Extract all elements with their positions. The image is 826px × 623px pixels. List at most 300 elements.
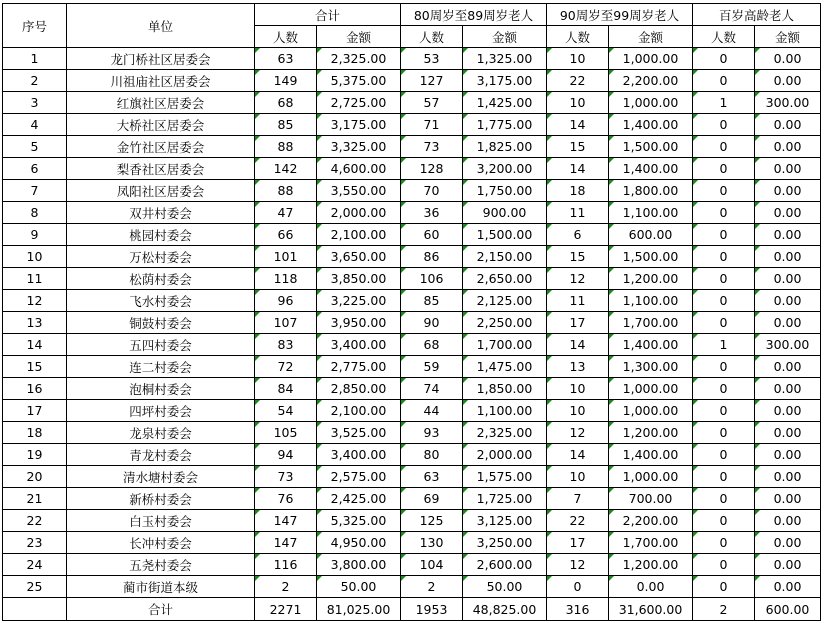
- total-amount-cell[interactable]: 2,100.00: [317, 224, 401, 246]
- seq-cell[interactable]: 2: [3, 70, 67, 92]
- total-count-cell[interactable]: 147: [255, 510, 317, 532]
- seq-cell[interactable]: 7: [3, 180, 67, 202]
- age100-amount-cell[interactable]: 0.00: [755, 356, 821, 378]
- age80-count-cell[interactable]: 60: [401, 224, 463, 246]
- age80-amount-cell[interactable]: 2,250.00: [463, 312, 547, 334]
- total-count-cell[interactable]: 54: [255, 400, 317, 422]
- age80-count-cell[interactable]: 125: [401, 510, 463, 532]
- age100-count-cell[interactable]: 0: [693, 114, 755, 136]
- age80-amount-cell[interactable]: 2,325.00: [463, 422, 547, 444]
- unit-cell[interactable]: 五尧村委会: [67, 554, 255, 576]
- total-seq-cell[interactable]: [3, 598, 67, 621]
- age90-count-cell[interactable]: 14: [547, 114, 609, 136]
- age100-count-cell[interactable]: 0: [693, 510, 755, 532]
- age90-count-cell[interactable]: 12: [547, 268, 609, 290]
- age100-count-cell[interactable]: 0: [693, 488, 755, 510]
- age80-amount-cell[interactable]: 1,425.00: [463, 92, 547, 114]
- seq-cell[interactable]: 23: [3, 532, 67, 554]
- age100-amount-cell[interactable]: 0.00: [755, 246, 821, 268]
- age100-amount-cell[interactable]: 0.00: [755, 312, 821, 334]
- age100-count-cell[interactable]: 1: [693, 334, 755, 356]
- total-amount-cell[interactable]: 3,400.00: [317, 334, 401, 356]
- header-count[interactable]: 人数: [401, 26, 463, 48]
- age80-amount-cell[interactable]: 1,825.00: [463, 136, 547, 158]
- total-amount-cell[interactable]: 4,600.00: [317, 158, 401, 180]
- header-group-total[interactable]: 合计: [255, 4, 401, 26]
- age90-amount-cell[interactable]: 1,700.00: [609, 532, 693, 554]
- table-row: [3, 356, 821, 378]
- age100-count-cell[interactable]: 0: [693, 268, 755, 290]
- total-amount-cell[interactable]: 3,325.00: [317, 136, 401, 158]
- age90-count-cell[interactable]: 6: [547, 224, 609, 246]
- age80-amount-cell[interactable]: 1,775.00: [463, 114, 547, 136]
- age90-amount-cell[interactable]: 1,100.00: [609, 202, 693, 224]
- age100-count-cell[interactable]: 0: [693, 202, 755, 224]
- total-count-cell[interactable]: 72: [255, 356, 317, 378]
- unit-cell[interactable]: 桃园村委会: [67, 224, 255, 246]
- total-amount-cell[interactable]: 2,000.00: [317, 202, 401, 224]
- seq-cell[interactable]: 21: [3, 488, 67, 510]
- table-row: [3, 488, 821, 510]
- seq-cell[interactable]: 13: [3, 312, 67, 334]
- age100-amount-cell[interactable]: 0.00: [755, 554, 821, 576]
- age80-count-cell[interactable]: 74: [401, 378, 463, 400]
- header-amount[interactable]: 金额: [463, 26, 547, 48]
- age100-count-cell[interactable]: 0: [693, 378, 755, 400]
- total-count-cell[interactable]: 96: [255, 290, 317, 312]
- header-amount[interactable]: 金额: [755, 26, 821, 48]
- age90-amount-cell[interactable]: 1,400.00: [609, 114, 693, 136]
- age90-amount-cell[interactable]: 600.00: [609, 224, 693, 246]
- total-amount-cell[interactable]: 2,100.00: [317, 400, 401, 422]
- total-count-cell[interactable]: 83: [255, 334, 317, 356]
- unit-cell[interactable]: 梨香社区居委会: [67, 158, 255, 180]
- age100-amount-cell[interactable]: 0.00: [755, 158, 821, 180]
- age90-amount-cell[interactable]: 1,000.00: [609, 400, 693, 422]
- total-amount-cell[interactable]: 3,800.00: [317, 554, 401, 576]
- age100-amount-cell[interactable]: 0.00: [755, 466, 821, 488]
- table-row: [3, 180, 821, 202]
- total-count-cell[interactable]: 68: [255, 92, 317, 114]
- age100-amount-cell[interactable]: 0.00: [755, 576, 821, 598]
- age90-amount-cell[interactable]: 1,200.00: [609, 268, 693, 290]
- age90-amount-cell[interactable]: 1,100.00: [609, 290, 693, 312]
- total-amount-cell[interactable]: 2,325.00: [317, 48, 401, 70]
- total-amount-cell[interactable]: 3,850.00: [317, 268, 401, 290]
- age90-count-cell[interactable]: 14: [547, 158, 609, 180]
- age90-count-cell[interactable]: 12: [547, 422, 609, 444]
- age90-count-cell[interactable]: 10: [547, 48, 609, 70]
- table-row: [3, 532, 821, 554]
- seq-cell[interactable]: 1: [3, 48, 67, 70]
- total-count-cell[interactable]: 2: [255, 576, 317, 598]
- unit-cell[interactable]: 五四村委会: [67, 334, 255, 356]
- age90-count-cell[interactable]: 10: [547, 92, 609, 114]
- table-row: [3, 510, 821, 532]
- total-count-cell[interactable]: 147: [255, 532, 317, 554]
- table-row: [3, 136, 821, 158]
- age80-amount-cell[interactable]: 1,100.00: [463, 400, 547, 422]
- seq-cell[interactable]: 15: [3, 356, 67, 378]
- seq-cell[interactable]: 4: [3, 114, 67, 136]
- age90-amount-cell[interactable]: 1,700.00: [609, 312, 693, 334]
- age90-count-cell[interactable]: 22: [547, 510, 609, 532]
- age100-count-cell[interactable]: 0: [693, 466, 755, 488]
- age100-count-cell[interactable]: 0: [693, 554, 755, 576]
- age80-amount-cell[interactable]: 2,125.00: [463, 290, 547, 312]
- age100-amount-cell[interactable]: 0.00: [755, 510, 821, 532]
- age90-amount-cell[interactable]: 1,500.00: [609, 246, 693, 268]
- age100-amount-cell[interactable]: 0.00: [755, 202, 821, 224]
- seq-cell[interactable]: 12: [3, 290, 67, 312]
- age90-count-cell[interactable]: 14: [547, 334, 609, 356]
- unit-cell[interactable]: 四坪村委会: [67, 400, 255, 422]
- age80-amount-cell[interactable]: 3,125.00: [463, 510, 547, 532]
- total-amount-cell[interactable]: 5,375.00: [317, 70, 401, 92]
- age90-count-cell[interactable]: 14: [547, 444, 609, 466]
- age80-count-cell[interactable]: 63: [401, 466, 463, 488]
- age80-amount-cell[interactable]: 1,325.00: [463, 48, 547, 70]
- age80-count-cell[interactable]: 85: [401, 290, 463, 312]
- age100-count-cell[interactable]: 0: [693, 400, 755, 422]
- age90-count-cell[interactable]: 10: [547, 378, 609, 400]
- age100-amount-cell[interactable]: 0.00: [755, 70, 821, 92]
- table-row: [3, 400, 821, 422]
- table-row: [3, 312, 821, 334]
- age90-count-cell[interactable]: 15: [547, 246, 609, 268]
- age100-count-cell[interactable]: 0: [693, 158, 755, 180]
- seq-cell[interactable]: 6: [3, 158, 67, 180]
- seq-cell[interactable]: 16: [3, 378, 67, 400]
- age80-amount-cell[interactable]: 50.00: [463, 576, 547, 598]
- age80-count-cell[interactable]: 69: [401, 488, 463, 510]
- total-amount-cell[interactable]: 3,525.00: [317, 422, 401, 444]
- unit-cell[interactable]: 红旗社区居委会: [67, 92, 255, 114]
- age90-count-cell[interactable]: 10: [547, 400, 609, 422]
- total-amount-cell[interactable]: 2,575.00: [317, 466, 401, 488]
- total-count-cell[interactable]: 105: [255, 422, 317, 444]
- unit-cell[interactable]: 金竹社区居委会: [67, 136, 255, 158]
- total-label[interactable]: 合计: [67, 598, 255, 621]
- age100-count-cell[interactable]: 0: [693, 70, 755, 92]
- total-amount-cell[interactable]: 3,225.00: [317, 290, 401, 312]
- seq-cell[interactable]: 3: [3, 92, 67, 114]
- age90-amount-cell[interactable]: 2,200.00: [609, 510, 693, 532]
- unit-cell[interactable]: 龙门桥社区居委会: [67, 48, 255, 70]
- seq-cell[interactable]: 24: [3, 554, 67, 576]
- total-count-cell[interactable]: 76: [255, 488, 317, 510]
- unit-cell[interactable]: 双井村委会: [67, 202, 255, 224]
- age80-count-cell[interactable]: 59: [401, 356, 463, 378]
- table-row: [3, 576, 821, 598]
- age80-amount-cell[interactable]: 3,200.00: [463, 158, 547, 180]
- age100-count-cell[interactable]: 0: [693, 136, 755, 158]
- table-row: [3, 202, 821, 224]
- age80-count-cell[interactable]: 127: [401, 70, 463, 92]
- age80-count-cell[interactable]: 130: [401, 532, 463, 554]
- age100-sum-count[interactable]: 2: [693, 598, 755, 621]
- age90-count-cell[interactable]: 15: [547, 136, 609, 158]
- seq-cell[interactable]: 25: [3, 576, 67, 598]
- total-amount-cell[interactable]: 3,950.00: [317, 312, 401, 334]
- table-row: [3, 290, 821, 312]
- header-count[interactable]: 人数: [255, 26, 317, 48]
- age90-amount-cell[interactable]: 1,400.00: [609, 444, 693, 466]
- age100-count-cell[interactable]: 0: [693, 312, 755, 334]
- total-count-cell[interactable]: 63: [255, 48, 317, 70]
- unit-cell[interactable]: 飞水村委会: [67, 290, 255, 312]
- age80-count-cell[interactable]: 44: [401, 400, 463, 422]
- table-row: [3, 334, 821, 356]
- age100-count-cell[interactable]: 1: [693, 92, 755, 114]
- age90-sum-amount[interactable]: 31,600.00: [609, 598, 693, 621]
- total-count-cell[interactable]: 101: [255, 246, 317, 268]
- age100-amount-cell[interactable]: 0.00: [755, 48, 821, 70]
- unit-cell[interactable]: 长冲村委会: [67, 532, 255, 554]
- age100-amount-cell[interactable]: 0.00: [755, 488, 821, 510]
- age80-sum-amount[interactable]: 48,825.00: [463, 598, 547, 621]
- total-amount-cell[interactable]: 3,650.00: [317, 246, 401, 268]
- age80-amount-cell[interactable]: 1,750.00: [463, 180, 547, 202]
- unit-cell[interactable]: 白玉村委会: [67, 510, 255, 532]
- table-row: [3, 48, 821, 70]
- total-count-cell[interactable]: 116: [255, 554, 317, 576]
- table-row: [3, 378, 821, 400]
- age90-count-cell[interactable]: 0: [547, 576, 609, 598]
- unit-cell[interactable]: 铜鼓村委会: [67, 312, 255, 334]
- seq-cell[interactable]: 22: [3, 510, 67, 532]
- seq-cell[interactable]: 19: [3, 444, 67, 466]
- header-group-90s[interactable]: 90周岁至99周岁老人: [547, 4, 693, 26]
- seq-cell[interactable]: 11: [3, 268, 67, 290]
- age80-amount-cell[interactable]: 3,175.00: [463, 70, 547, 92]
- total-count-cell[interactable]: 66: [255, 224, 317, 246]
- age90-count-cell[interactable]: 13: [547, 356, 609, 378]
- table-row: [3, 224, 821, 246]
- age90-amount-cell[interactable]: 1,000.00: [609, 466, 693, 488]
- age90-count-cell[interactable]: 11: [547, 202, 609, 224]
- total-sum-amount[interactable]: 81,025.00: [317, 598, 401, 621]
- age80-count-cell[interactable]: 70: [401, 180, 463, 202]
- header-group-100[interactable]: 百岁高龄老人: [693, 4, 821, 26]
- age100-amount-cell[interactable]: 0.00: [755, 268, 821, 290]
- age100-count-cell[interactable]: 0: [693, 576, 755, 598]
- age100-count-cell[interactable]: 0: [693, 224, 755, 246]
- unit-cell[interactable]: 松荫村委会: [67, 268, 255, 290]
- age90-amount-cell[interactable]: 1,400.00: [609, 158, 693, 180]
- table-row: [3, 158, 821, 180]
- data-table: [2, 3, 821, 621]
- age80-count-cell[interactable]: 53: [401, 48, 463, 70]
- age90-amount-cell[interactable]: 1,200.00: [609, 422, 693, 444]
- table-row: [3, 466, 821, 488]
- total-count-cell[interactable]: 94: [255, 444, 317, 466]
- age80-count-cell[interactable]: 80: [401, 444, 463, 466]
- age90-amount-cell[interactable]: 1,400.00: [609, 334, 693, 356]
- age80-amount-cell[interactable]: 1,850.00: [463, 378, 547, 400]
- age100-amount-cell[interactable]: 0.00: [755, 400, 821, 422]
- age90-sum-count[interactable]: 316: [547, 598, 609, 621]
- age90-count-cell[interactable]: 7: [547, 488, 609, 510]
- age100-sum-amount[interactable]: 600.00: [755, 598, 821, 621]
- age80-amount-cell[interactable]: 1,575.00: [463, 466, 547, 488]
- unit-cell[interactable]: 泡桐村委会: [67, 378, 255, 400]
- seq-cell[interactable]: 10: [3, 246, 67, 268]
- unit-cell[interactable]: 青龙村委会: [67, 444, 255, 466]
- age100-count-cell[interactable]: 0: [693, 444, 755, 466]
- header-unit[interactable]: 单位: [67, 4, 255, 48]
- age90-count-cell[interactable]: 17: [547, 312, 609, 334]
- age80-amount-cell[interactable]: 2,650.00: [463, 268, 547, 290]
- total-amount-cell[interactable]: 3,400.00: [317, 444, 401, 466]
- age80-amount-cell[interactable]: 1,500.00: [463, 224, 547, 246]
- table-row: [3, 444, 821, 466]
- age90-amount-cell[interactable]: 1,300.00: [609, 356, 693, 378]
- age80-amount-cell[interactable]: 2,000.00: [463, 444, 547, 466]
- age100-amount-cell[interactable]: 0.00: [755, 378, 821, 400]
- age100-amount-cell[interactable]: 0.00: [755, 136, 821, 158]
- age90-amount-cell[interactable]: 1,800.00: [609, 180, 693, 202]
- age80-sum-count[interactable]: 1953: [401, 598, 463, 621]
- seq-cell[interactable]: 9: [3, 224, 67, 246]
- table-row: [3, 114, 821, 136]
- total-count-cell[interactable]: 142: [255, 158, 317, 180]
- age80-count-cell[interactable]: 90: [401, 312, 463, 334]
- age90-count-cell[interactable]: 12: [547, 554, 609, 576]
- header-amount[interactable]: 金额: [609, 26, 693, 48]
- header-amount[interactable]: 金额: [317, 26, 401, 48]
- age90-amount-cell[interactable]: 700.00: [609, 488, 693, 510]
- age100-amount-cell[interactable]: 0.00: [755, 114, 821, 136]
- total-count-cell[interactable]: 85: [255, 114, 317, 136]
- age100-amount-cell[interactable]: 300.00: [755, 334, 821, 356]
- table-row: [3, 70, 821, 92]
- age100-amount-cell[interactable]: 0.00: [755, 532, 821, 554]
- table-row: [3, 246, 821, 268]
- age80-amount-cell[interactable]: 2,150.00: [463, 246, 547, 268]
- header-group-80s[interactable]: 80周岁至89周岁老人: [401, 4, 547, 26]
- age80-count-cell[interactable]: 36: [401, 202, 463, 224]
- age80-amount-cell[interactable]: 2,600.00: [463, 554, 547, 576]
- total-count-cell[interactable]: 73: [255, 466, 317, 488]
- age100-count-cell[interactable]: 0: [693, 532, 755, 554]
- seq-cell[interactable]: 5: [3, 136, 67, 158]
- total-sum-count[interactable]: 2271: [255, 598, 317, 621]
- age80-count-cell[interactable]: 128: [401, 158, 463, 180]
- seq-cell[interactable]: 17: [3, 400, 67, 422]
- total-amount-cell[interactable]: 3,550.00: [317, 180, 401, 202]
- total-count-cell[interactable]: 149: [255, 70, 317, 92]
- age80-count-cell[interactable]: 93: [401, 422, 463, 444]
- unit-cell[interactable]: 万松村委会: [67, 246, 255, 268]
- age80-count-cell[interactable]: 71: [401, 114, 463, 136]
- seq-cell[interactable]: 20: [3, 466, 67, 488]
- total-count-cell[interactable]: 84: [255, 378, 317, 400]
- total-count-cell[interactable]: 118: [255, 268, 317, 290]
- age90-amount-cell[interactable]: 1,000.00: [609, 92, 693, 114]
- age80-count-cell[interactable]: 86: [401, 246, 463, 268]
- age100-count-cell[interactable]: 0: [693, 290, 755, 312]
- age90-amount-cell[interactable]: 2,200.00: [609, 70, 693, 92]
- header-count[interactable]: 人数: [547, 26, 609, 48]
- age90-count-cell[interactable]: 10: [547, 466, 609, 488]
- age90-amount-cell[interactable]: 1,000.00: [609, 378, 693, 400]
- header-row-1: [3, 4, 821, 26]
- age80-count-cell[interactable]: 57: [401, 92, 463, 114]
- seq-cell[interactable]: 14: [3, 334, 67, 356]
- unit-cell[interactable]: 大桥社区居委会: [67, 114, 255, 136]
- age90-amount-cell[interactable]: 1,200.00: [609, 554, 693, 576]
- unit-cell[interactable]: 新桥村委会: [67, 488, 255, 510]
- age100-count-cell[interactable]: 0: [693, 180, 755, 202]
- table-row: [3, 554, 821, 576]
- age90-count-cell[interactable]: 17: [547, 532, 609, 554]
- total-amount-cell[interactable]: 2,725.00: [317, 92, 401, 114]
- age100-amount-cell[interactable]: 0.00: [755, 444, 821, 466]
- age90-amount-cell[interactable]: 1,500.00: [609, 136, 693, 158]
- header-count[interactable]: 人数: [693, 26, 755, 48]
- age100-count-cell[interactable]: 0: [693, 48, 755, 70]
- age100-count-cell[interactable]: 0: [693, 246, 755, 268]
- unit-cell[interactable]: 蔺市街道本级: [67, 576, 255, 598]
- total-amount-cell[interactable]: 5,325.00: [317, 510, 401, 532]
- age80-count-cell[interactable]: 106: [401, 268, 463, 290]
- total-amount-cell[interactable]: 4,950.00: [317, 532, 401, 554]
- total-amount-cell[interactable]: 2,775.00: [317, 356, 401, 378]
- age100-amount-cell[interactable]: 0.00: [755, 180, 821, 202]
- age90-amount-cell[interactable]: 0.00: [609, 576, 693, 598]
- total-amount-cell[interactable]: 50.00: [317, 576, 401, 598]
- total-count-cell[interactable]: 88: [255, 136, 317, 158]
- age80-amount-cell[interactable]: 1,475.00: [463, 356, 547, 378]
- age90-count-cell[interactable]: 11: [547, 290, 609, 312]
- total-row: [3, 598, 821, 621]
- age80-count-cell[interactable]: 73: [401, 136, 463, 158]
- total-amount-cell[interactable]: 3,175.00: [317, 114, 401, 136]
- age100-amount-cell[interactable]: 0.00: [755, 422, 821, 444]
- unit-cell[interactable]: 龙泉村委会: [67, 422, 255, 444]
- age100-count-cell[interactable]: 0: [693, 422, 755, 444]
- total-count-cell[interactable]: 107: [255, 312, 317, 334]
- header-seq[interactable]: 序号: [3, 4, 67, 48]
- unit-cell[interactable]: 连二村委会: [67, 356, 255, 378]
- age80-amount-cell[interactable]: 1,725.00: [463, 488, 547, 510]
- age90-amount-cell[interactable]: 1,000.00: [609, 48, 693, 70]
- total-count-cell[interactable]: 88: [255, 180, 317, 202]
- age90-count-cell[interactable]: 18: [547, 180, 609, 202]
- seq-cell[interactable]: 8: [3, 202, 67, 224]
- age100-amount-cell[interactable]: 0.00: [755, 224, 821, 246]
- unit-cell[interactable]: 川祖庙社区居委会: [67, 70, 255, 92]
- age100-amount-cell[interactable]: 300.00: [755, 92, 821, 114]
- age80-amount-cell[interactable]: 1,700.00: [463, 334, 547, 356]
- total-amount-cell[interactable]: 2,850.00: [317, 378, 401, 400]
- unit-cell[interactable]: 凤阳社区居委会: [67, 180, 255, 202]
- age80-count-cell[interactable]: 104: [401, 554, 463, 576]
- unit-cell[interactable]: 清水塘村委会: [67, 466, 255, 488]
- total-amount-cell[interactable]: 2,425.00: [317, 488, 401, 510]
- total-count-cell[interactable]: 47: [255, 202, 317, 224]
- age90-count-cell[interactable]: 22: [547, 70, 609, 92]
- age80-count-cell[interactable]: 68: [401, 334, 463, 356]
- table-row: [3, 268, 821, 290]
- age100-count-cell[interactable]: 0: [693, 356, 755, 378]
- seq-cell[interactable]: 18: [3, 422, 67, 444]
- age100-amount-cell[interactable]: 0.00: [755, 290, 821, 312]
- age80-amount-cell[interactable]: 900.00: [463, 202, 547, 224]
- age80-count-cell[interactable]: 2: [401, 576, 463, 598]
- age80-amount-cell[interactable]: 3,250.00: [463, 532, 547, 554]
